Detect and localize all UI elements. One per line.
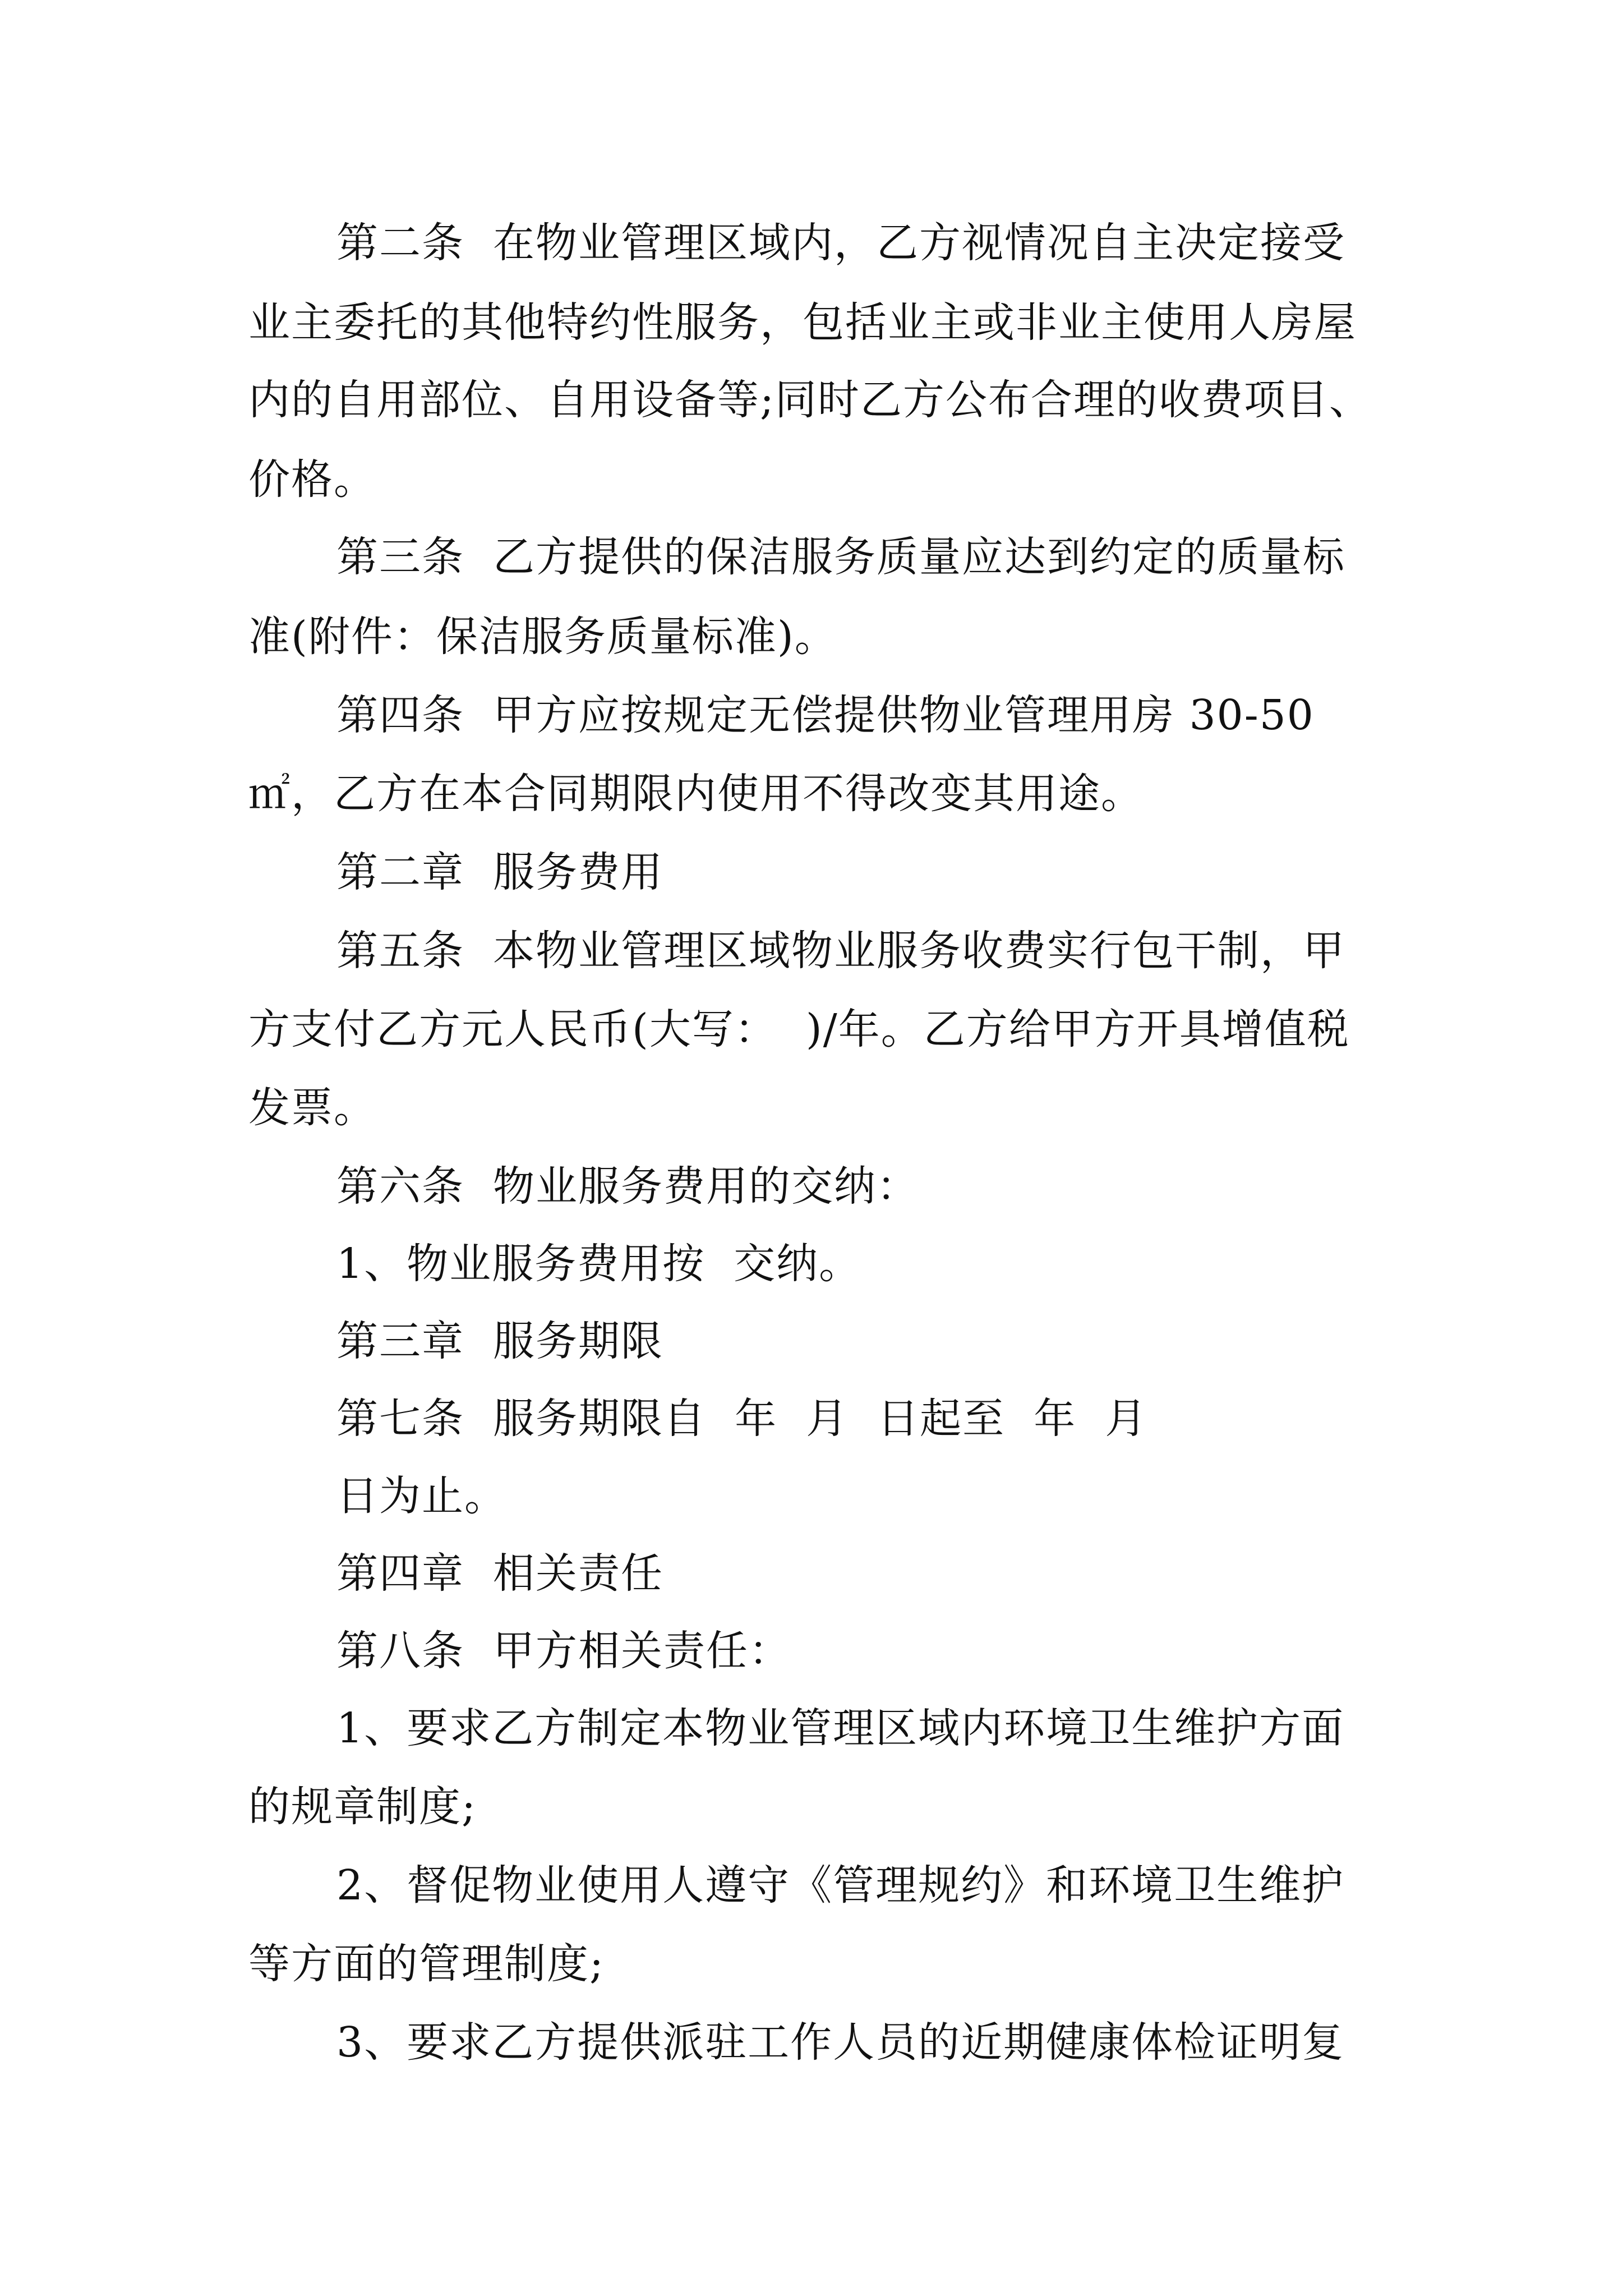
- article-2-line-2: 业主委托的其他特约性服务，包括业主或非业主使用人房屋: [248, 298, 1357, 347]
- article-8-item-2-line-2: 等方面的管理制度;: [248, 1940, 605, 1988]
- article-8-heading: 第八条 甲方相关责任：: [336, 1627, 792, 1675]
- chapter-4-heading: 第四章 相关责任: [336, 1549, 664, 1598]
- article-5-line-2: 方支付乙方元人民币(大写： )/年。乙方给甲方开具增值税: [248, 1005, 1350, 1053]
- article-8-item-2-line-1: 2、督促物业使用人遵守《管理规约》和环境卫生维护: [336, 1861, 1345, 1910]
- article-8-item-1-line-1: 1、要求乙方制定本物业管理区域内环境卫生维护方面: [336, 1704, 1345, 1752]
- article-8-item-3-line-1: 3、要求乙方提供派驻工作人员的近期健康体检证明复: [336, 2018, 1345, 2067]
- article-2-line-4: 价格。: [248, 455, 376, 504]
- article-4-line-2: ㎡，乙方在本合同期限内使用不得改变其用途。: [248, 770, 1144, 818]
- article-2-line-3: 内的自用部位、自用设备等;同时乙方公布合理的收费项目、: [248, 376, 1372, 424]
- article-7-line-2: 日为止。: [336, 1472, 507, 1520]
- chapter-3-heading: 第三章 服务期限: [336, 1317, 664, 1365]
- article-2-line-1: 第二条 在物业管理区域内，乙方视情况自主决定接受: [336, 219, 1346, 267]
- chapter-2-heading: 第二章 服务费用: [336, 848, 664, 896]
- article-3-line-1: 第三条 乙方提供的保洁服务质量应达到约定的质量标: [336, 533, 1346, 581]
- article-8-item-1-line-2: 的规章制度;: [248, 1783, 477, 1831]
- article-4-line-1: 第四条 甲方应按规定无偿提供物业管理用房 30-50: [336, 691, 1315, 739]
- article-7-line-1: 第七条 服务期限自 年 月 日起至 年 月: [336, 1395, 1148, 1443]
- article-5-line-1: 第五条 本物业管理区域物业服务收费实行包干制，甲: [336, 927, 1346, 975]
- article-5-line-3: 发票。: [248, 1084, 376, 1132]
- article-3-line-2: 准(附件：保洁服务质量标准)。: [248, 613, 837, 661]
- article-6-heading: 第六条 物业服务费用的交纳：: [336, 1162, 920, 1211]
- article-6-item-1: 1、物业服务费用按 交纳。: [336, 1240, 862, 1288]
